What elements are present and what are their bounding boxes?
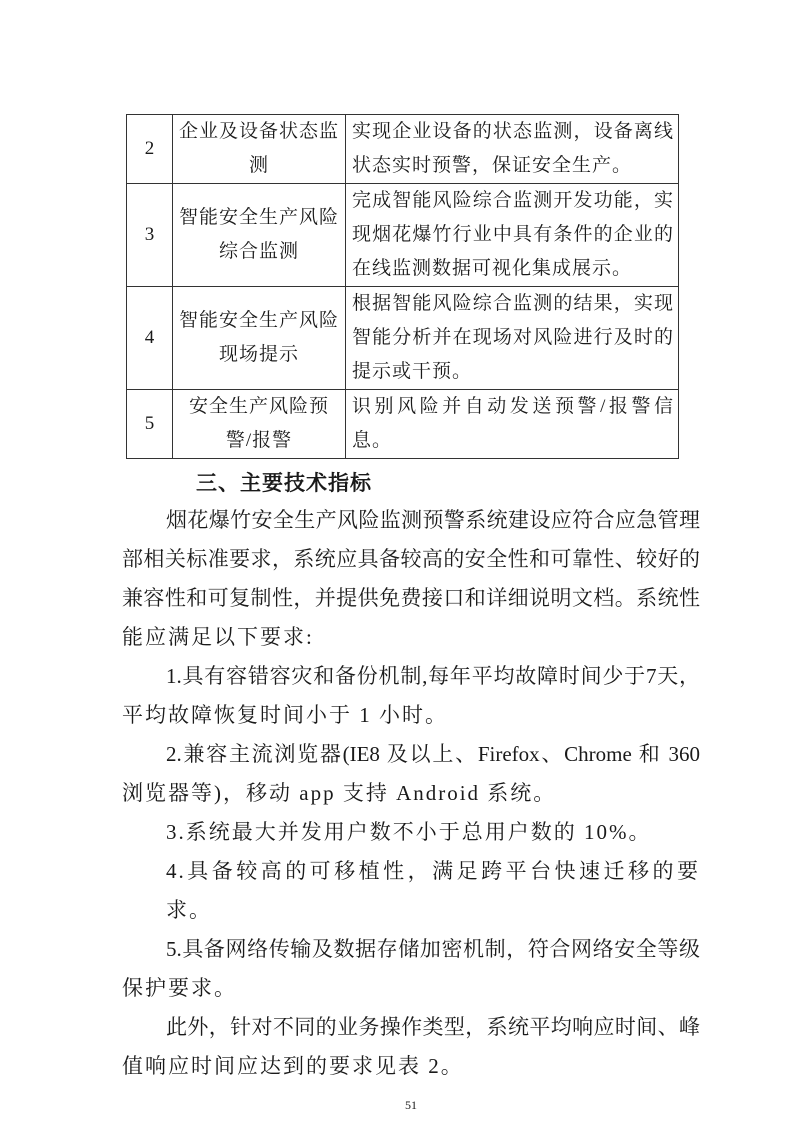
row-number: 2 — [127, 115, 173, 184]
table-row — [127, 184, 679, 287]
row-number: 3 — [127, 184, 173, 287]
text-line: 3.系统最大并发用户数不小于总用户数的 10%。 — [166, 820, 652, 844]
function-name: 智能安全生产风险综合监测 — [173, 184, 346, 287]
text-line: 烟花爆竹安全生产风险监测预警系统建设应符合应急管理 — [166, 508, 700, 532]
row-number: 4 — [127, 287, 173, 390]
function-description: 实现企业设备的状态监测，设备离线状态实时预警，保证安全生产。 — [346, 115, 679, 184]
section-heading: 三、主要技术指标 — [196, 471, 372, 495]
text-line: 浏览器等)，移动 app 支持 Android 系统。 — [122, 781, 557, 805]
page-number: 51 — [405, 1098, 417, 1112]
text-line: 兼容性和可复制性，并提供免费接口和详细说明文档。系统性 — [122, 586, 700, 610]
text-line: 1.具有容错容灾和备份机制,每年平均故障时间少于7天， — [166, 664, 700, 688]
function-description: 根据智能风险综合监测的结果，实现智能分析并在现场对风险进行及时的提示或干预。 — [346, 287, 679, 390]
text-line: 值响应时间应达到的要求见表 2。 — [122, 1054, 464, 1078]
text-line: 5.具备网络传输及数据存储加密机制，符合网络安全等级 — [166, 937, 700, 961]
text-line: 2.兼容主流浏览器(IE8 及以上、Firefox、Chrome 和 360 — [166, 742, 700, 766]
table-row — [127, 287, 679, 390]
table-row — [127, 115, 679, 184]
function-description: 完成智能风险综合监测开发功能，实现烟花爆竹行业中具有条件的企业的在线监测数据可视化集成展示。 — [346, 184, 679, 287]
text-line: 4.具备较高的可移植性，满足跨平台快速迁移的要求。 — [166, 859, 700, 922]
text-line: 部相关标准要求，系统应具备较高的安全性和可靠性、较好的 — [122, 547, 700, 571]
text-line: 能应满足以下要求: — [122, 625, 314, 649]
function-description: 识别风险并自动发送预警/报警信息。 — [346, 390, 679, 459]
table-row — [127, 390, 679, 459]
function-table — [126, 114, 679, 459]
text-line: 平均故障恢复时间小于 1 小时。 — [122, 703, 448, 727]
function-name: 智能安全生产风险现场提示 — [173, 287, 346, 390]
text-line: 保护要求。 — [122, 976, 237, 1000]
function-name: 企业及设备状态监测 — [173, 115, 346, 184]
row-number: 5 — [127, 390, 173, 459]
document-page — [122, 0, 702, 1133]
text-line: 此外，针对不同的业务操作类型，系统平均响应时间、峰 — [166, 1015, 700, 1039]
function-name: 安全生产风险预警/报警 — [173, 390, 346, 459]
body-text — [122, 501, 700, 1086]
